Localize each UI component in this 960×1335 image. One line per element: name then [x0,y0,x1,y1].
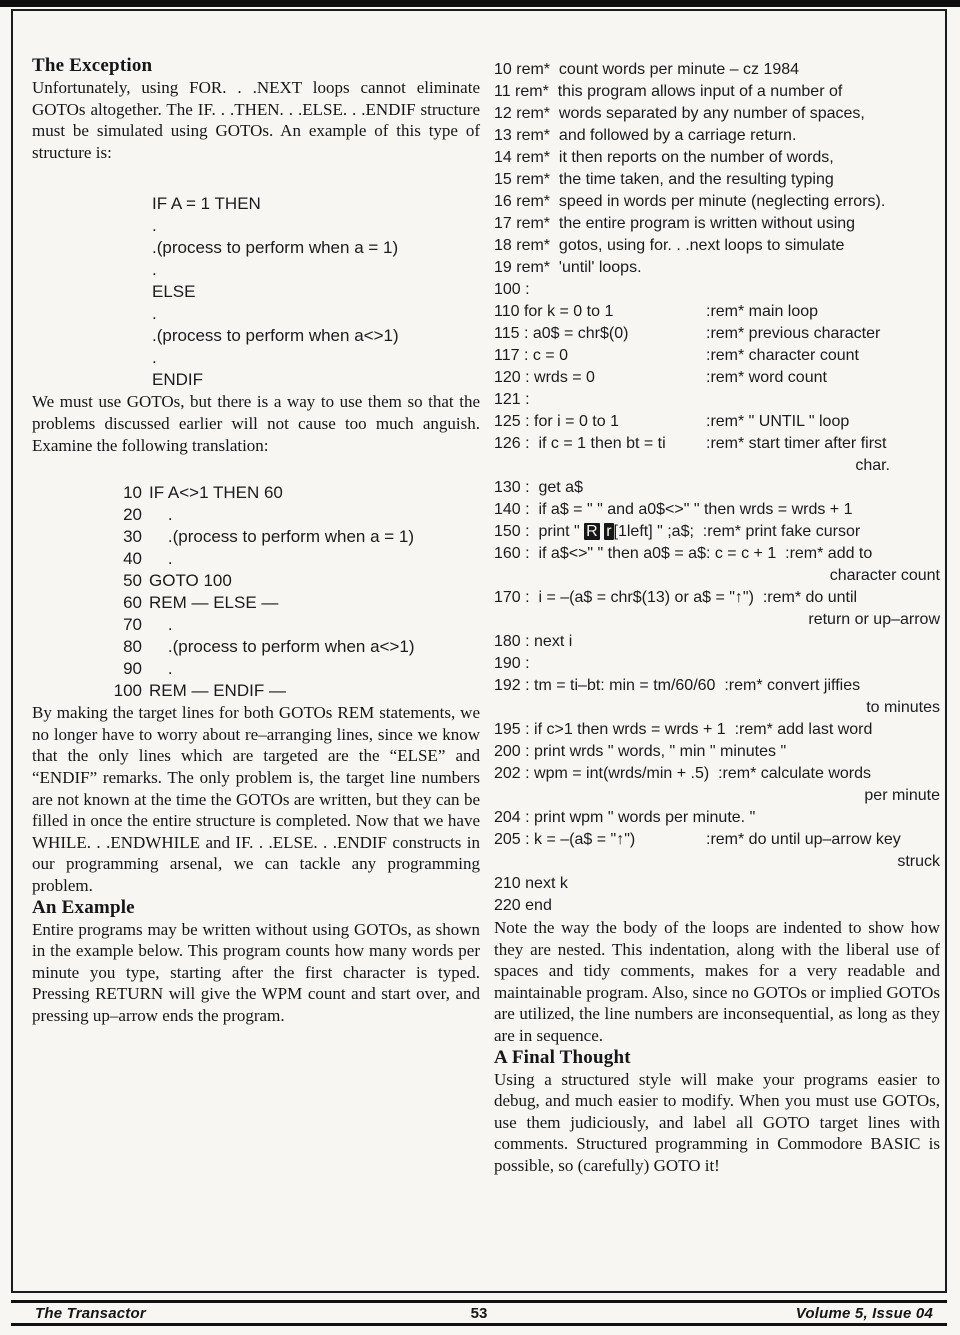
code-line [102,504,480,526]
listing-code: 210 next k [494,875,568,892]
listing-continuation: struck [897,853,940,870]
scan-top-edge [0,0,960,7]
listing-code: 19 rem* 'until' loops. [494,259,642,276]
listing-code: 126 : if c = 1 then bt = ti [494,435,666,452]
paragraph-final-thought: Using a structured style will make your programs easier to debug, and much easier to modify. When you must use GOTOs, use them judiciously, and label all GOTO target lines with comments. Structured programming in Commodore BASIC is possible, so (carefully) GOTO it! [494,1069,940,1175]
listing-code: 202 : wpm = int(wrds/min + .5) :rem* calculate words [494,765,872,782]
code-line: . [152,216,157,236]
listing-line [494,125,940,147]
paragraph-translation: We must use GOTOs, but there is a way to use them so that the problems discussed earlier will not cause too much anguish. Examine the following translation: [32,392,480,455]
line-text: . [149,615,173,635]
listing-code: 205 : k = –(a$ = "↑") [494,831,636,848]
line-text: . [149,659,173,679]
line-number: 30 [123,527,142,547]
reverse-video-char: r [606,523,612,540]
line-number: 20 [123,505,142,525]
listing-line [494,521,940,543]
listing-continuation: character count [829,567,940,584]
listing-rem-comment: :rem* character count [706,347,859,364]
code-line [102,592,480,614]
listing-line [494,411,940,433]
listing-line [494,59,940,81]
listing-line [494,499,940,521]
listing-continuation: per minute [864,787,940,804]
listing-line [494,719,940,741]
section-heading-an-example: An Example [32,896,135,918]
listing-rem-comment: :rem* main loop [706,303,819,320]
line-text: . [149,549,173,569]
line-number: 80 [123,637,142,657]
code-line [102,658,480,680]
listing-line [494,389,940,411]
code-line: . [152,348,157,368]
line-number: 10 [123,483,142,503]
listing-code: 110 for k = 0 to 1 [494,303,614,320]
listing-continuation: to minutes [866,699,940,716]
code-goto-translation [102,482,480,702]
listing-line [494,367,940,389]
line-text: IF A<>1 THEN 60 [149,483,283,503]
listing-line [494,477,940,499]
listing-line [494,323,940,345]
listing-code: 15 rem* the time taken, and the resulting typing [494,171,834,188]
listing-line [494,895,940,917]
listing-line [494,213,940,235]
listing-code: 190 : [494,655,530,672]
listing-code: 200 : print wrds " words, " min " minutes " [494,743,787,760]
listing-rem-comment: :rem* word count [706,369,827,386]
code-line: .(process to perform when a = 1) [152,238,399,258]
listing-line [494,873,940,895]
listing-code: 10 rem* count words per minute – cz 1984 [494,61,800,78]
code-line: ELSE [152,282,196,302]
paragraph-example-intro: Entire programs may be written without using GOTOs, as shown in the example below. This program counts how many words per minute you type, starting after the first character is typed. Pressing RETURN will give the WPM count and start over, and pressing up–arrow ends the program. [32,919,480,1025]
listing-code: 17 rem* the entire program is written without using [494,215,856,232]
code-if-then-else-structure [152,193,480,391]
code-line [102,570,480,592]
listing-code: 130 : get a$ [494,479,583,496]
paragraph-rem-targets: By making the target lines for both GOTOs REM statements, we no longer have to worry about re–arranging lines, since we know that the only lines which are targeted are the “ELSE” and “ENDIF” remarks. The only problem is, the target line numbers are not known at the time the GOTOs are written, but they can be filled in once the entire structure is completed. Now that we have WHILE. . .ENDWHILE and IF. . .ELSE. . .ENDIF constructs in our programming arsenal, we can tackle any programming problem. [32,703,480,895]
page-number: 53 [470,1304,488,1322]
listing-code: 120 : wrds = 0 [494,369,595,386]
listing-line [494,279,940,301]
listing-line [494,587,940,609]
listing-code: 115 : a0$ = chr$(0) [494,325,629,342]
listing-code: 140 : if a$ = " " and a0$<>" " then wrds = wrds + 1 [494,501,853,518]
code-line: ENDIF [152,370,203,390]
code-line: . [152,304,157,324]
line-text: REM — ELSE — [149,593,279,613]
left-column [32,55,480,1026]
line-number: 70 [123,615,142,635]
page-content-frame [11,9,947,1293]
code-line: .(process to perform when a<>1) [152,326,399,346]
listing-code: 117 : c = 0 [494,347,568,364]
listing-code: 180 : next i [494,633,573,650]
listing-line [494,433,940,455]
listing-line [494,345,940,367]
section-heading-the-exception: The Exception [32,55,153,76]
line-number: 40 [123,549,142,569]
code-line: IF A = 1 THEN [152,194,261,214]
listing-line [494,147,940,169]
reverse-video-char: R [586,523,598,540]
listing-line [494,543,940,565]
line-number: 60 [123,593,142,613]
right-column [494,59,940,1177]
listing-line [494,741,940,763]
listing-continuation: return or up–arrow [808,611,940,628]
listing-code: 18 rem* gotos, using for. . .next loops to simulate [494,237,845,254]
line-text: .(process to perform when a = 1) [149,527,415,547]
paragraph-intro: Unfortunately, using FOR. . .NEXT loops cannot eliminate GOTOs altogether. The IF. . .THEN. . .ELSE. . .ENDIF structure must be simulated using GOTOs. An example of this type of structure is: [32,78,480,162]
code-line [102,614,480,636]
listing-code: 11 rem* this program allows input of a number of [494,83,843,100]
listing-line [494,807,940,829]
listing-code: 192 : tm = ti–bt: min = tm/60/60 :rem* convert jiffies [494,677,861,694]
line-number: 50 [123,571,142,591]
paragraph-note-indentation: Note the way the body of the loops are indented to show how they are nested. This indentation, along with the liberal use of spaces and tidy comments, makes for a very readable and maintainable program. Also, since no GOTOs or implied GOTOs are utilized, the line numbers are inconsequential, as long as they are in sequence. [494,918,940,1045]
listing-code: 204 : print wpm " words per minute. " [494,809,756,826]
listing-line [494,191,940,213]
listing-line [494,235,940,257]
listing-rem-comment: :rem* " UNTIL " loop [706,413,850,430]
listing-code: 100 : [494,281,530,298]
listing-line [494,829,940,851]
listing-line [494,653,940,675]
listing-code: 160 : if a$<>" " then a0$ = a$: c = c + 1 :rem* add to [494,545,873,562]
listing-continuation: char. [855,457,890,474]
listing-code: 220 end [494,897,552,914]
code-line [102,482,480,504]
listing-code: 16 rem* speed in words per minute (neglecting errors). [494,193,886,210]
line-text: . [149,505,173,525]
listing-code: 13 rem* and followed by a carriage return. [494,127,797,144]
magazine-title: The Transactor [35,1304,146,1322]
listing-code: 170 : i = –(a$ = chr$(13) or a$ = "↑") :rem* do until [494,589,858,606]
listing-code: 150 : print " R r [1left] " ;a$; :rem* print fake cursor [494,523,861,540]
code-line [102,680,480,702]
listing-line [494,675,940,697]
section-heading-a-final-thought: A Final Thought [494,1046,631,1068]
listing-line [494,763,940,785]
listing-rem-comment: :rem* start timer after first [706,435,887,452]
line-number: 100 [113,681,142,701]
listing-line [494,631,940,653]
code-line [102,526,480,548]
footer-bar [11,1300,947,1326]
basic-program-listing [494,59,940,917]
listing-rem-comment: :rem* previous character [706,325,881,342]
listing-line [494,169,940,191]
code-line [102,548,480,570]
listing-code: 121 : [494,391,530,408]
listing-rem-comment: :rem* do until up–arrow key [706,831,901,848]
listing-code: 195 : if c>1 then wrds = wrds + 1 :rem* add last word [494,721,873,738]
code-line: . [152,260,157,280]
listing-code: 12 rem* words separated by any number of spaces, [494,105,865,122]
listing-line [494,257,940,279]
listing-line [494,301,940,323]
listing-code: 14 rem* it then reports on the number of words, [494,149,834,166]
listing-line [494,103,940,125]
code-line [102,636,480,658]
volume-issue-label: Volume 5, Issue 04 [795,1304,933,1322]
line-text: GOTO 100 [149,571,232,591]
listing-code: 125 : for i = 0 to 1 [494,413,619,430]
line-number: 90 [123,659,142,679]
listing-line [494,81,940,103]
line-text: .(process to perform when a<>1) [149,637,415,657]
line-text: REM — ENDIF — [149,681,286,701]
